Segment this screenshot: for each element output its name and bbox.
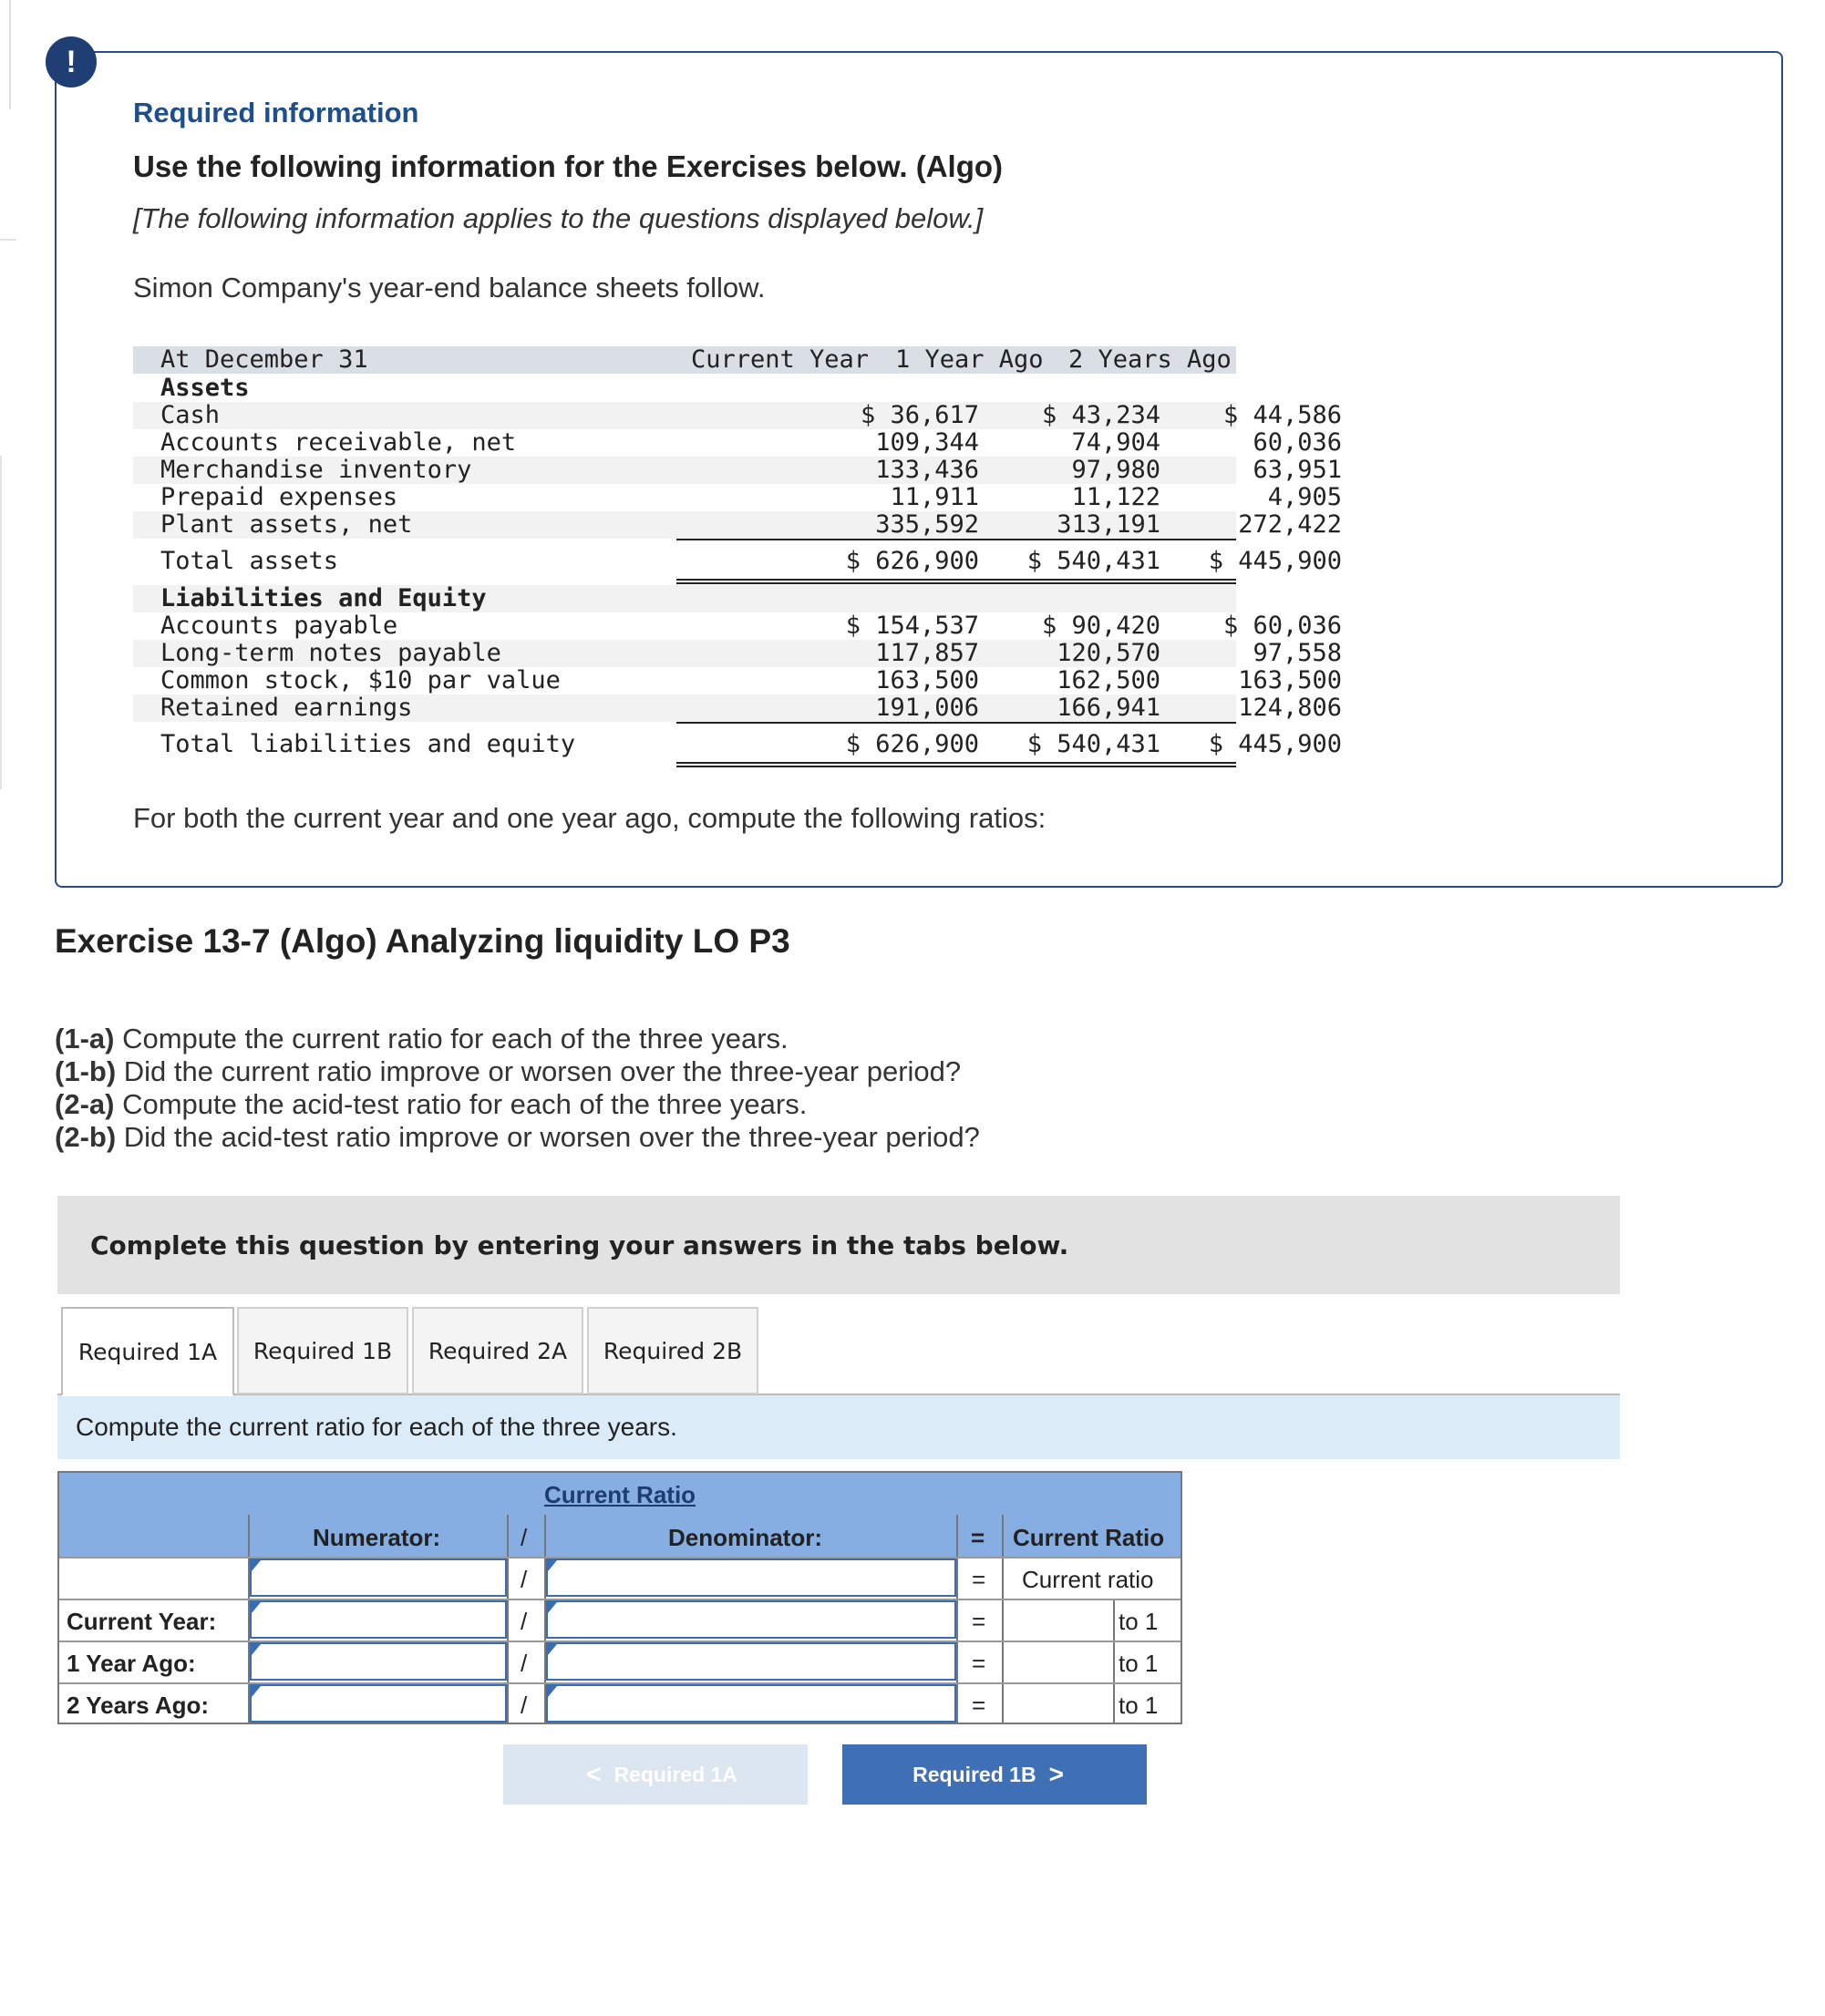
question-tag: (2-b) bbox=[55, 1121, 117, 1153]
table-row bbox=[133, 510, 1342, 539]
next-required-1b-button[interactable] bbox=[842, 1744, 1147, 1805]
to-one-suffix: to 1 bbox=[1119, 1608, 1159, 1635]
table-row bbox=[133, 401, 1342, 429]
subtotal-rule bbox=[676, 722, 1236, 724]
column-divider bbox=[1113, 1599, 1115, 1724]
row-label: Accounts payable bbox=[160, 612, 398, 640]
value-1-year-ago: 166,941 bbox=[1057, 694, 1160, 722]
tab-required-2b[interactable]: Required 2B bbox=[587, 1307, 758, 1394]
column-header-1-year-ago: 1 Year Ago bbox=[895, 345, 1044, 374]
table-row bbox=[133, 694, 1342, 722]
value-2-years-ago: $ 445,900 bbox=[1208, 547, 1342, 575]
total-double-rule bbox=[676, 579, 1236, 584]
table-row bbox=[133, 483, 1342, 511]
numerator-label-input[interactable] bbox=[250, 1558, 507, 1597]
slash: / bbox=[521, 1608, 528, 1635]
table-row bbox=[133, 612, 1342, 640]
value-1-year-ago: $ 90,420 bbox=[1041, 612, 1160, 640]
chevron-left-icon: < bbox=[586, 1760, 602, 1788]
tab-required-1a[interactable]: Required 1A bbox=[61, 1307, 234, 1396]
slash: / bbox=[521, 1650, 528, 1677]
question-tag: (1-b) bbox=[55, 1055, 117, 1087]
value-2-years-ago: 163,500 bbox=[1238, 666, 1342, 694]
assets-heading: Assets bbox=[160, 374, 250, 402]
equals: = bbox=[972, 1608, 986, 1635]
value-2-years-ago: 272,422 bbox=[1238, 510, 1342, 539]
row-label: Merchandise inventory bbox=[160, 456, 472, 484]
value-2-years-ago: $ 44,586 bbox=[1222, 401, 1342, 429]
result-subheader: Current ratio bbox=[1022, 1566, 1154, 1593]
question-tag: (1-a) bbox=[55, 1023, 115, 1054]
numerator-input-2-years-ago[interactable] bbox=[250, 1684, 507, 1723]
row-label-2-years-ago: 2 Years Ago: bbox=[67, 1692, 210, 1719]
edge-line bbox=[0, 239, 16, 241]
row-label-current-year: Current Year: bbox=[67, 1608, 217, 1635]
value-current-year: 163,500 bbox=[875, 666, 979, 694]
previous-required-1a-button[interactable] bbox=[503, 1744, 808, 1805]
value-2-years-ago: 60,036 bbox=[1253, 428, 1342, 457]
total-double-rule bbox=[676, 762, 1236, 767]
question-line bbox=[55, 1088, 807, 1121]
value-current-year: 191,006 bbox=[875, 694, 979, 722]
table-row bbox=[133, 639, 1342, 667]
column-divider bbox=[956, 1515, 958, 1724]
question-text: Compute the current ratio for each of the three years. bbox=[114, 1023, 789, 1054]
question-line bbox=[55, 1055, 961, 1088]
column-header-2-years-ago: 2 Years Ago bbox=[1068, 345, 1232, 374]
question-text: Did the acid-test ratio improve or worsen over the three-year period? bbox=[116, 1121, 980, 1153]
info-intro: Simon Company's year-end balance sheets follow. bbox=[133, 272, 766, 303]
row-label: Accounts receivable, net bbox=[160, 428, 517, 457]
value-2-years-ago: $ 60,036 bbox=[1222, 612, 1342, 640]
denominator-input-current-year[interactable] bbox=[546, 1600, 956, 1639]
table-row bbox=[133, 456, 1342, 484]
chevron-right-icon: > bbox=[1048, 1760, 1064, 1788]
total-liabilities-row bbox=[133, 730, 1342, 758]
value-1-year-ago: 11,122 bbox=[1071, 483, 1160, 511]
value-current-year: 117,857 bbox=[875, 639, 979, 667]
header-label: At December 31 bbox=[160, 345, 368, 374]
to-one-suffix: to 1 bbox=[1119, 1692, 1159, 1719]
info-note: [The following information applies to the questions displayed below.] bbox=[133, 202, 984, 234]
value-current-year: $ 626,900 bbox=[845, 730, 979, 758]
slash: / bbox=[521, 1566, 528, 1593]
value-1-year-ago: 97,980 bbox=[1071, 456, 1160, 484]
info-prompt: For both the current year and one year ago, compute the following ratios: bbox=[133, 802, 1047, 834]
equals-header: = bbox=[971, 1524, 985, 1551]
previous-button-label: Required 1A bbox=[613, 1762, 737, 1786]
edge-line bbox=[0, 456, 2, 789]
total-assets-row bbox=[133, 547, 1342, 575]
question-line bbox=[55, 1121, 980, 1154]
value-2-years-ago: 63,951 bbox=[1253, 456, 1342, 484]
equals: = bbox=[972, 1650, 986, 1677]
value-current-year: 335,592 bbox=[875, 510, 979, 539]
tab-required-2a[interactable]: Required 2A bbox=[412, 1307, 583, 1394]
denominator-input-2-years-ago[interactable] bbox=[546, 1684, 956, 1723]
tab-required-1b[interactable]: Required 1B bbox=[237, 1307, 408, 1394]
balance-sheet-header-row bbox=[133, 346, 1236, 374]
table-row bbox=[133, 428, 1342, 457]
row-label: Cash bbox=[160, 401, 221, 429]
column-divider bbox=[1002, 1515, 1004, 1724]
slash-header: / bbox=[521, 1524, 528, 1551]
value-1-year-ago: 120,570 bbox=[1057, 639, 1160, 667]
value-1-year-ago: 162,500 bbox=[1057, 666, 1160, 694]
exercise-title: Exercise 13-7 (Algo) Analyzing liquidity LO P3 bbox=[55, 922, 790, 960]
complete-prompt: Complete this question by entering your answers in the tabs below. bbox=[90, 1230, 1069, 1260]
question-text: Compute the acid-test ratio for each of the three years. bbox=[114, 1088, 808, 1120]
value-1-year-ago: $ 43,234 bbox=[1041, 401, 1160, 429]
row-label: Retained earnings bbox=[160, 694, 413, 722]
instructions-heading: Use the following information for the Exercises below. (Algo) bbox=[133, 149, 1004, 183]
equals: = bbox=[972, 1692, 986, 1719]
row-label: Common stock, $10 par value bbox=[160, 666, 561, 694]
value-2-years-ago: 124,806 bbox=[1238, 694, 1342, 722]
question-text: Did the current ratio improve or worsen over the three-year period? bbox=[116, 1055, 962, 1087]
equals: = bbox=[972, 1566, 986, 1593]
required-information-heading: Required information bbox=[133, 97, 419, 129]
value-2-years-ago: 4,905 bbox=[1267, 483, 1342, 511]
tab-instruction: Compute the current ratio for each of the three years. bbox=[76, 1413, 677, 1441]
section-row bbox=[133, 375, 1236, 402]
table-title-row bbox=[59, 1473, 1181, 1515]
denominator-header: Denominator: bbox=[668, 1524, 822, 1551]
row-label: Long-term notes payable bbox=[160, 639, 501, 667]
row-label: Plant assets, net bbox=[160, 510, 413, 539]
denominator-input-1-year-ago[interactable] bbox=[546, 1642, 956, 1681]
complete-prompt-bar bbox=[57, 1196, 1620, 1294]
numerator-header: Numerator: bbox=[313, 1524, 441, 1551]
edge-line bbox=[0, 0, 11, 109]
next-button-label: Required 1B bbox=[912, 1762, 1036, 1786]
liabilities-heading: Liabilities and Equity bbox=[160, 584, 487, 612]
slash: / bbox=[521, 1692, 528, 1719]
row-label: Total liabilities and equity bbox=[160, 730, 576, 758]
row-label: Prepaid expenses bbox=[160, 483, 398, 511]
result-header: Current Ratio bbox=[1013, 1524, 1165, 1551]
value-2-years-ago: 97,558 bbox=[1253, 639, 1342, 667]
value-current-year: 109,344 bbox=[875, 428, 979, 457]
section-row bbox=[133, 585, 1236, 612]
value-current-year: $ 36,617 bbox=[860, 401, 979, 429]
value-current-year: 133,436 bbox=[875, 456, 979, 484]
current-ratio-table bbox=[57, 1471, 1182, 1724]
denominator-label-input[interactable] bbox=[546, 1558, 956, 1597]
row-label-1-year-ago: 1 Year Ago: bbox=[67, 1650, 196, 1677]
value-current-year: 11,911 bbox=[890, 483, 979, 511]
value-current-year: $ 626,900 bbox=[845, 547, 979, 575]
value-1-year-ago: $ 540,431 bbox=[1026, 547, 1160, 575]
value-1-year-ago: 74,904 bbox=[1071, 428, 1160, 457]
alert-icon: ! bbox=[46, 36, 97, 87]
row-label: Total assets bbox=[160, 547, 339, 575]
subtotal-rule bbox=[676, 539, 1236, 540]
tab-instruction-bar bbox=[57, 1395, 1620, 1459]
column-divider bbox=[507, 1515, 509, 1724]
value-1-year-ago: $ 540,431 bbox=[1026, 730, 1160, 758]
value-1-year-ago: 313,191 bbox=[1057, 510, 1160, 539]
column-header-current-year: Current Year bbox=[691, 345, 870, 374]
question-tag: (2-a) bbox=[55, 1088, 115, 1120]
numerator-input-1-year-ago[interactable] bbox=[250, 1642, 507, 1681]
value-2-years-ago: $ 445,900 bbox=[1208, 730, 1342, 758]
numerator-input-current-year[interactable] bbox=[250, 1600, 507, 1639]
table-row bbox=[133, 666, 1342, 694]
value-current-year: $ 154,537 bbox=[845, 612, 979, 640]
current-ratio-title: Current Ratio bbox=[543, 1481, 696, 1508]
question-line bbox=[55, 1023, 789, 1055]
to-one-suffix: to 1 bbox=[1119, 1650, 1159, 1677]
